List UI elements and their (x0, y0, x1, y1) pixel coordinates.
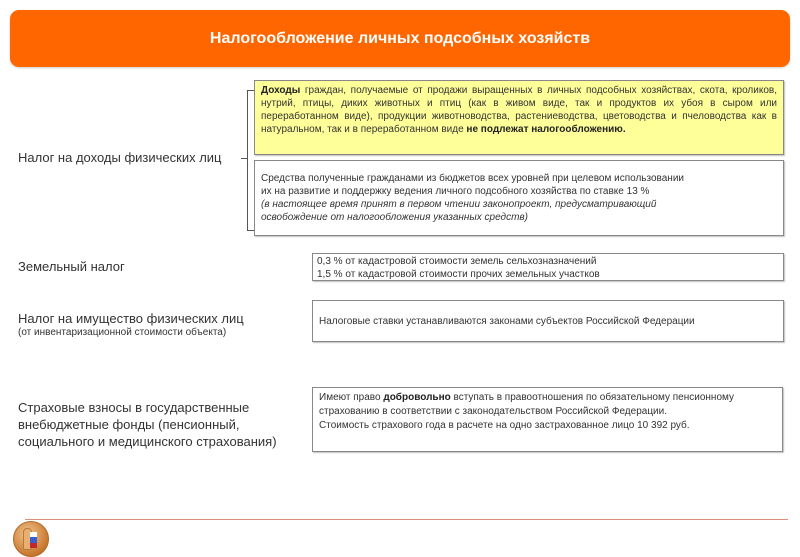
insurance-label-line1: Страховые взносы в государственные (18, 400, 250, 415)
property-tax-label-group (18, 311, 244, 339)
insurance-text-bold: добровольно (383, 392, 451, 403)
ndfl-subsidy-line1: Средства полученные гражданами из бюджетов всех уровней при целевом использовании (261, 173, 684, 184)
ndfl-exemption-text: граждан, получаемые от продажи выращенных в личных подсобных хозяйствах, скота, кроликов, нутрий, птицы, диких животных и птиц (как в живом виде, так и продуктов их убоя в сыром или переработанном виде), продукции животноводства, растениеводства, цветоводства и пчеловодства как в натуральном, так и в переработанном виде (261, 85, 777, 135)
property-tax-text: Налоговые ставки устанавливаются законами субъектов Российской Федерации (319, 315, 695, 327)
ndfl-subsidy-line2: их на развитие и поддержку ведения личного подсобного хозяйства по ставке 13 % (261, 186, 650, 197)
property-tax-label: Налог на имущество физических лиц (18, 311, 244, 326)
insurance-box (312, 387, 783, 452)
ndfl-exemption-box (254, 80, 784, 155)
ndfl-subsidy-note: (в настоящее время принят в первом чтении законопроект, предусматривающий освобождение от налогообложения указанных средств) (261, 199, 657, 223)
russian-flag-icon (30, 532, 37, 548)
insurance-text-mid: вступать в правоотношения по обязательному пенсионному страхованию в соответствии с законодательством Российской Федерации. (319, 392, 734, 417)
ndfl-label: Налог на доходы физических лиц (18, 150, 222, 165)
insurance-text-start: Имеют право (319, 392, 384, 403)
land-tax-line1: 0,3 % от кадастровой стоимости земель сельхозназначений (317, 256, 597, 267)
ndfl-subsidy-box (254, 160, 784, 236)
title-banner (10, 10, 790, 67)
insurance-cost: Стоимость страхового года в расчете на одно застрахованное лицо 10 392 руб. (319, 420, 690, 431)
land-tax-line2: 1,5 % от кадастровой стоимости прочих земельных участков (317, 269, 600, 280)
ndfl-exemption-bold-end: не подлежат налогообложению. (466, 124, 626, 135)
property-tax-box (312, 300, 784, 342)
land-tax-box (312, 253, 784, 281)
property-tax-sublabel: (от инвентаризационной стоимости объекта) (18, 327, 227, 338)
ministry-emblem-icon (13, 521, 49, 557)
page-title: Налогообложение личных подсобных хозяйств (209, 29, 591, 47)
insurance-label-line2: внебюджетные фонды (пенсионный, (18, 417, 240, 432)
insurance-label-line3: социального и медицинского страхования) (18, 434, 277, 449)
footer-divider (25, 519, 788, 520)
land-tax-label: Земельный налог (18, 259, 125, 274)
ndfl-exemption-bold-start: Доходы (261, 85, 301, 96)
bracket (247, 90, 254, 231)
insurance-label (18, 399, 277, 450)
